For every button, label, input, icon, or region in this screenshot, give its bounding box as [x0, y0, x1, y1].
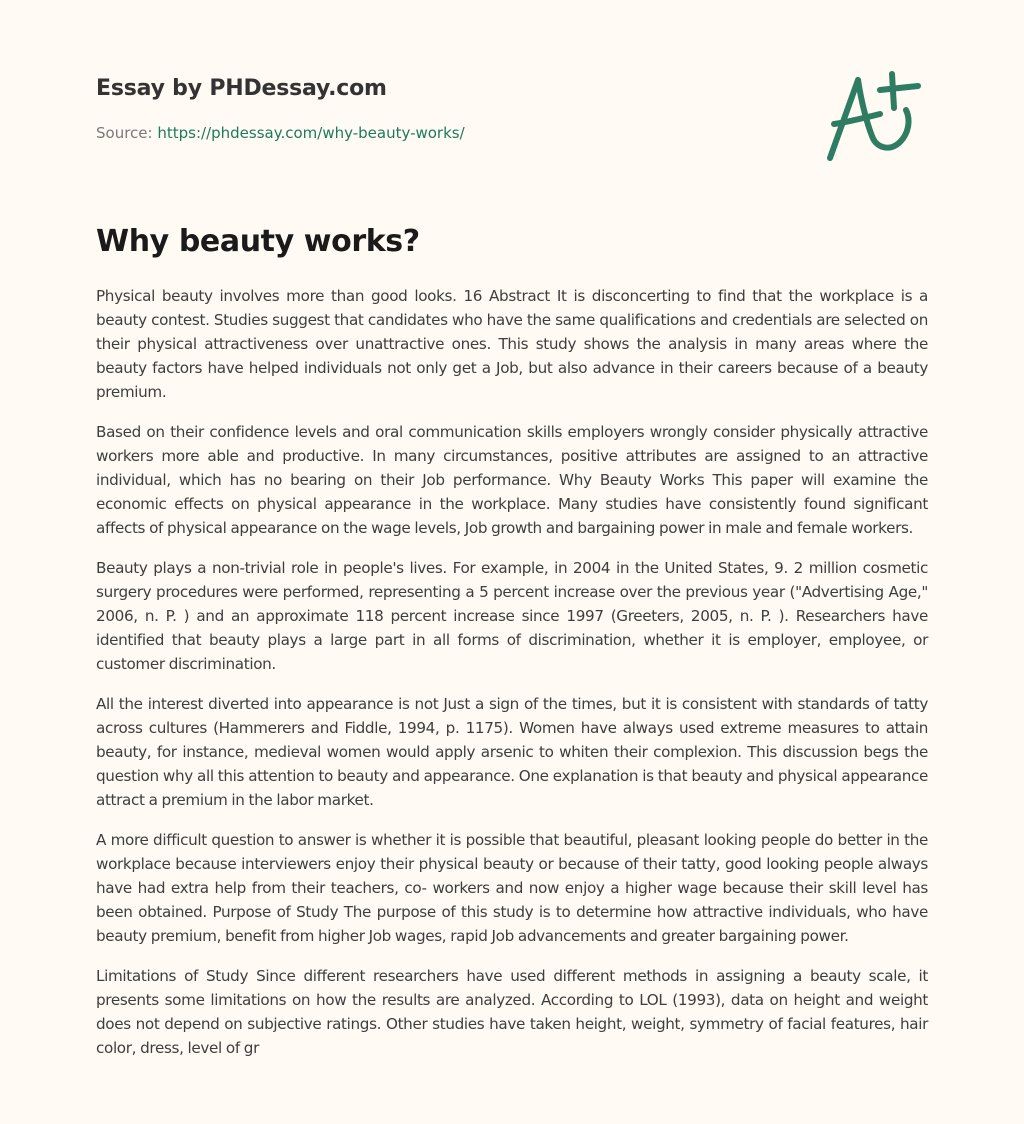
essay-paragraph: Beauty plays a non-trivial role in people's lives. For example, in 2004 in the United States, 9. 2 million cosmetic surgery procedures were performed, representing a 5 percent increase over the previous year ("Advertising Age," 2006, n. P. ) and an approximate 118 percent increase since 1997 (Greeters, 2005, n. P. ). Researchers have identified that beauty plays a large part in all forms of discrimination, whether it is employer, employee, or customer discrimination. [96, 559, 928, 673]
essay-paragraph: A more difficult question to answer is whether it is possible that beautiful, pleasant looking people do better in the workplace because interviewers enjoy their physical beauty or because of their tatty, good looking people always have had extra help from their teachers, co- workers and now enjoy a higher wage because their skill level has been obtained. Purpose of Study The purpose of this study is to determine how attractive individuals, who have beauty premium, benefit from higher Job wages, rapid Job advancements and greater bargaining power. [96, 831, 928, 945]
source-line [96, 124, 465, 142]
essay-body [96, 284, 928, 1076]
essay-paragraph: All the interest diverted into appearance is not Just a sign of the times, but it is consistent with standards of tatty across cultures (Hammerers and Fiddle, 1994, p. 1175). Women have always used extreme measures to attain beauty, for instance, medieval women would apply arsenic to whiten their complexion. This discussion begs the question why all this attention to beauty and appearance. One explanation is that beauty and physical appearance attract a premium in the labor market. [96, 695, 928, 809]
site-title: Essay by PHDessay.com [96, 76, 387, 101]
a-plus-grade-icon [824, 66, 928, 166]
essay-paragraph: Based on their confidence levels and oral communication skills employers wrongly consider physically attractive workers more able and productive. In many circumstances, positive attributes are assigned to an attractive individual, which has no bearing on their Job performance. Why Beauty Works This paper will examine the economic effects on physical appearance in the workplace. Many studies have consistently found significant affects of physical appearance on the wage levels, Job growth and bargaining power in male and female workers. [96, 423, 928, 537]
essay-paragraph: Limitations of Study Since different researchers have used different methods in assigning a beauty scale, it presents some limitations on how the results are analyzed. According to LOL (1993), data on height and weight does not depend on subjective ratings. Other studies have taken height, weight, symmetry of facial features, hair color, dress, level of gr [96, 967, 928, 1057]
essay-paragraph: Physical beauty involves more than good looks. 16 Abstract It is disconcerting to find that the workplace is a beauty contest. Studies suggest that candidates who have the same qualifications and credentials are selected on their physical attractiveness over unattractive ones. This study shows the analysis in many areas where the beauty factors have helped individuals not only get a Job, but also advance in their careers because of a beauty premium. [96, 287, 928, 401]
essay-page [96, 0, 928, 1057]
essay-title: Why beauty works? [96, 224, 420, 259]
source-link[interactable]: https://phdessay.com/why-beauty-works/ [157, 124, 465, 142]
source-label: Source: [96, 124, 153, 142]
page-header [96, 0, 928, 200]
